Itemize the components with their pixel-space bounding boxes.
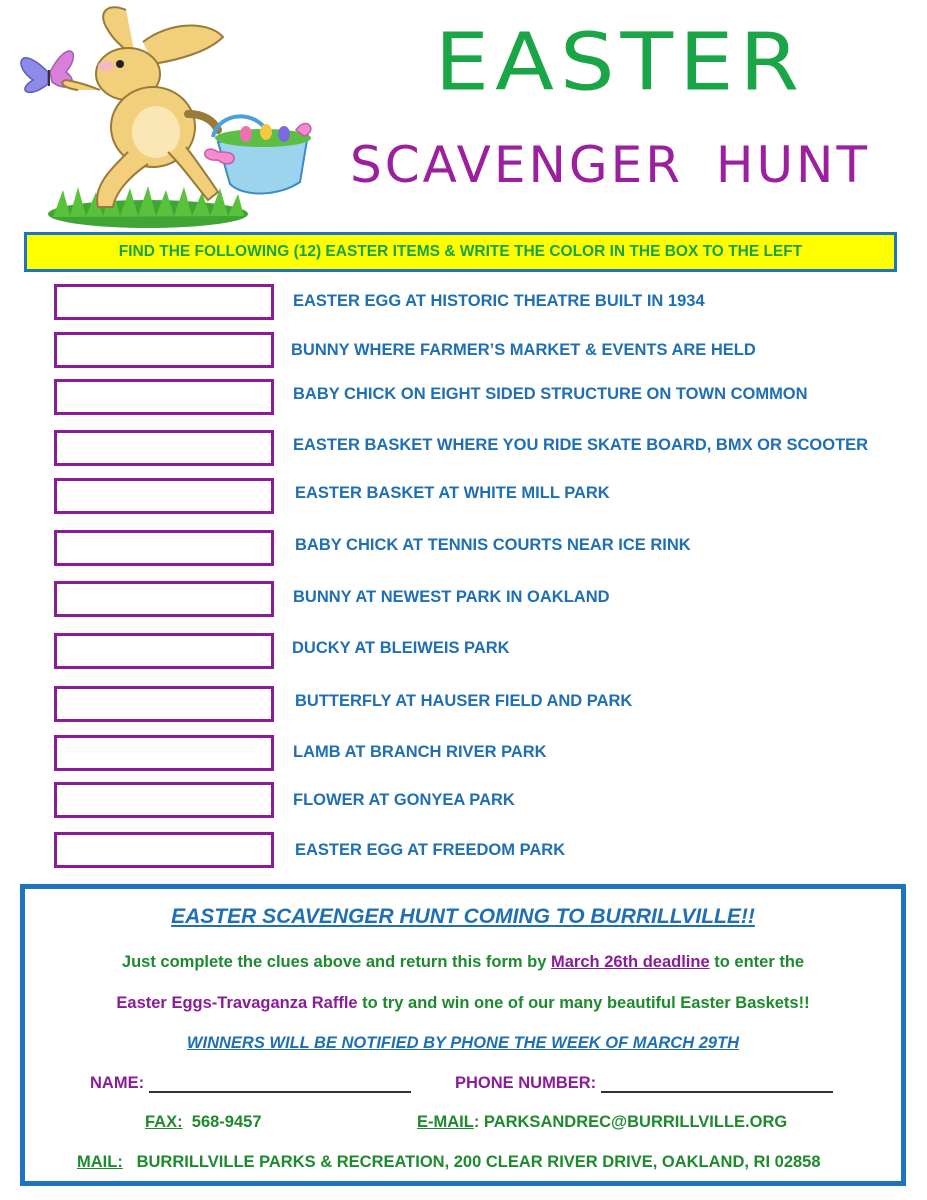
clue-text: EASTER EGG AT FREEDOM PARK: [295, 841, 566, 859]
instructions-text: to enter the: [709, 953, 805, 971]
mail-value: BURRILLVILLE PARKS & RECREATION, 200 CLEAR RIVER DRIVE, OAKLAND, RI 02858: [136, 1153, 821, 1171]
clue-text: BUNNY WHERE FARMER’S MARKET & EVENTS ARE HELD: [291, 341, 756, 359]
mail-info: [77, 1153, 821, 1172]
color-answer-box[interactable]: [54, 633, 274, 669]
clue-text: LAMB AT BRANCH RIVER PARK: [293, 743, 547, 761]
mail-label: MAIL:: [77, 1153, 123, 1171]
email-label: E-MAIL: [417, 1113, 474, 1131]
instructions-banner: [24, 232, 897, 272]
phone-input[interactable]: [601, 1073, 833, 1093]
clue-text: FLOWER AT GONYEA PARK: [293, 791, 515, 809]
name-field: [90, 1073, 411, 1093]
instructions-text: FIND THE FOLLOWING (12) EASTER ITEMS & WRITE THE COLOR IN THE BOX TO THE LEFT: [118, 243, 803, 260]
page-title: EASTER: [434, 16, 806, 109]
color-answer-box[interactable]: [54, 478, 274, 514]
email-info: [417, 1113, 787, 1132]
clue-text: BUTTERFLY AT HAUSER FIELD AND PARK: [295, 692, 633, 710]
color-answer-box[interactable]: [54, 782, 274, 818]
color-answer-box[interactable]: [54, 530, 274, 566]
color-answer-box[interactable]: [54, 832, 274, 868]
instructions-text: to try and win one of our many beautiful Easter Baskets!!: [357, 994, 810, 1012]
phone-label: PHONE NUMBER:: [455, 1074, 597, 1092]
name-label: NAME:: [90, 1074, 145, 1092]
clue-text: DUCKY AT BLEIWEIS PARK: [292, 639, 510, 657]
color-answer-box[interactable]: [54, 686, 274, 722]
clue-text: EASTER EGG AT HISTORIC THEATRE BUILT IN 1934: [293, 292, 705, 310]
instructions-text: Just complete the clues above and return this form by: [121, 953, 552, 971]
fax-label: FAX:: [145, 1113, 183, 1131]
page-subtitle: SCAVENGER HUNT: [350, 136, 870, 194]
color-answer-box[interactable]: [54, 430, 274, 466]
color-answer-box[interactable]: [54, 284, 274, 320]
color-answer-box[interactable]: [54, 581, 274, 617]
form-headline: EASTER SCAVENGER HUNT COMING TO BURRILLVILLE!!: [171, 905, 755, 928]
clue-text: EASTER BASKET WHERE YOU RIDE SKATE BOARD, BMX OR SCOOTER: [293, 436, 869, 454]
form-instructions-line2: [25, 994, 901, 1013]
clue-text: BABY CHICK ON EIGHT SIDED STRUCTURE ON TOWN COMMON: [293, 385, 808, 403]
raffle-name: Easter Eggs-Travaganza Raffle: [116, 994, 358, 1012]
fax-info: [145, 1113, 262, 1132]
name-input[interactable]: [149, 1073, 411, 1093]
clue-text: BUNNY AT NEWEST PARK IN OAKLAND: [293, 588, 610, 606]
entry-form: [20, 884, 906, 1186]
color-answer-box[interactable]: [54, 735, 274, 771]
email-value: : PARKSANDREC@BURRILLVILLE.ORG: [473, 1113, 788, 1131]
bunny-icon: [62, 7, 223, 207]
phone-field: [455, 1073, 833, 1093]
color-answer-box[interactable]: [54, 379, 274, 415]
easter-bunny-illustration: [8, 2, 328, 230]
fax-value: 568-9457: [191, 1113, 262, 1131]
clue-text: BABY CHICK AT TENNIS COURTS NEAR ICE RINK: [295, 536, 691, 554]
color-answer-box[interactable]: [54, 332, 274, 368]
deadline-text: March 26th deadline: [551, 953, 710, 971]
clue-text: EASTER BASKET AT WHITE MILL PARK: [295, 484, 610, 502]
form-instructions-line1: [25, 953, 901, 972]
winners-notice: WINNERS WILL BE NOTIFIED BY PHONE THE WEEK OF MARCH 29TH: [186, 1034, 740, 1052]
